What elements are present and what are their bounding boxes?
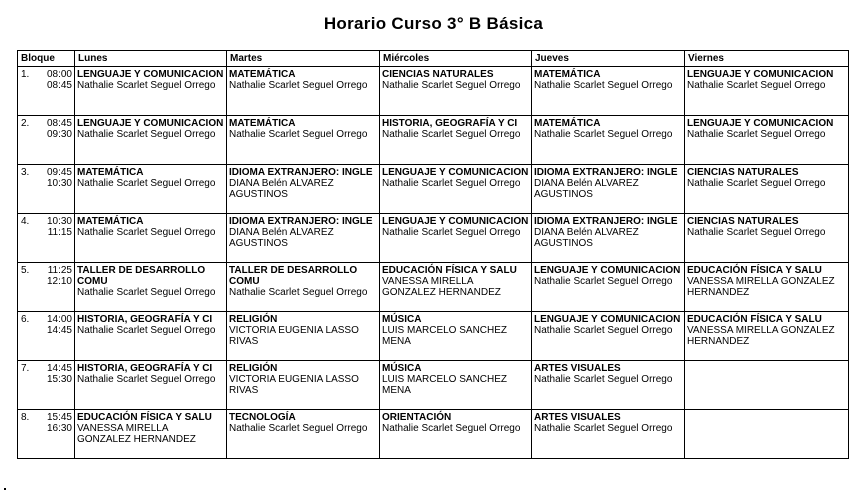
subject-name: IDIOMA EXTRANJERO: INGLE	[534, 167, 678, 178]
subject-name: HISTORIA, GEOGRAFÍA Y CI	[77, 363, 213, 374]
schedule-cell	[380, 312, 532, 361]
table-row	[18, 116, 849, 165]
table-row	[18, 165, 849, 214]
end-time: 12:10	[46, 276, 72, 287]
block-cell	[18, 312, 75, 361]
teacher-name: Nathalie Scarlet Seguel Orrego	[687, 227, 826, 238]
end-time: 16:30	[46, 423, 72, 434]
subject-name: LENGUAJE Y COMUNICACION	[382, 167, 529, 178]
subject-name: IDIOMA EXTRANJERO: INGLE	[534, 216, 678, 227]
schedule-cell	[532, 263, 685, 312]
subject-name: MATEMÁTICA	[229, 118, 296, 129]
end-time: 15:30	[46, 374, 72, 385]
subject-name: MATEMÁTICA	[77, 216, 144, 227]
table-row	[18, 361, 849, 410]
schedule-cell	[75, 410, 227, 459]
block-number: 6.	[21, 314, 30, 325]
teacher-name: Nathalie Scarlet Seguel Orrego	[77, 80, 216, 91]
block-cell	[18, 116, 75, 165]
subject-name: TECNOLOGÍA	[229, 412, 296, 423]
teacher-name: Nathalie Scarlet Seguel Orrego	[382, 80, 521, 91]
subject-name: EDUCACIÓN FÍSICA Y SALU	[687, 265, 822, 276]
block-times	[47, 265, 72, 287]
end-time: 08:45	[46, 80, 72, 91]
block-times	[47, 412, 72, 434]
subject-name: MÚSICA	[382, 363, 422, 374]
teacher-name: VANESSA MIRELLA GONZALEZ HERNANDEZ	[77, 423, 196, 445]
block-number: 7.	[21, 363, 30, 374]
schedule-cell	[532, 116, 685, 165]
teacher-name: Nathalie Scarlet Seguel Orrego	[534, 276, 673, 287]
block-number: 8.	[21, 412, 30, 423]
start-time: 10:30	[46, 216, 72, 227]
schedule-cell	[380, 361, 532, 410]
schedule-cell	[75, 312, 227, 361]
subject-name: HISTORIA, GEOGRAFÍA Y CI	[77, 314, 213, 325]
subject-name: LENGUAJE Y COMUNICACION	[382, 216, 529, 227]
block-cell	[18, 214, 75, 263]
subject-name: MATEMÁTICA	[229, 69, 296, 80]
schedule-cell	[532, 410, 685, 459]
teacher-name: Nathalie Scarlet Seguel Orrego	[229, 287, 368, 298]
subject-name: LENGUAJE Y COMUNICACION	[77, 69, 224, 80]
schedule-cell	[685, 165, 849, 214]
schedule-cell	[380, 410, 532, 459]
block-times	[47, 216, 72, 238]
column-header-2: Martes	[227, 51, 380, 67]
teacher-name: Nathalie Scarlet Seguel Orrego	[77, 374, 216, 385]
block-number: 2.	[21, 118, 30, 129]
schedule-cell	[227, 116, 380, 165]
start-time: 08:45	[46, 118, 72, 129]
teacher-name: DIANA Belén ALVAREZ AGUSTINOS	[229, 178, 334, 200]
teacher-name: Nathalie Scarlet Seguel Orrego	[77, 325, 216, 336]
column-header-3: Miércoles	[380, 51, 532, 67]
subject-name: LENGUAJE Y COMUNICACION	[687, 118, 834, 129]
teacher-name: VICTORIA EUGENIA LASSO RIVAS	[229, 374, 359, 396]
schedule-cell	[227, 361, 380, 410]
teacher-name: Nathalie Scarlet Seguel Orrego	[382, 423, 521, 434]
teacher-name: VANESSA MIRELLA GONZALEZ HERNANDEZ	[687, 325, 835, 347]
subject-name: RELIGIÓN	[229, 363, 278, 374]
header-row	[18, 51, 849, 67]
teacher-name: VANESSA MIRELLA GONZALEZ HERNANDEZ	[687, 276, 835, 298]
schedule-cell	[380, 263, 532, 312]
schedule-cell	[685, 116, 849, 165]
subject-name: TALLER DE DESARROLLO COMU	[229, 265, 358, 287]
start-time: 08:00	[46, 69, 72, 80]
teacher-name: DIANA Belén ALVAREZ AGUSTINOS	[534, 227, 639, 249]
subject-name: LENGUAJE Y COMUNICACION	[534, 314, 681, 325]
teacher-name: Nathalie Scarlet Seguel Orrego	[534, 80, 673, 91]
block-number: 1.	[21, 69, 30, 80]
start-time: 14:00	[46, 314, 72, 325]
block-times	[47, 69, 72, 91]
end-time: 09:30	[46, 129, 72, 140]
schedule-cell	[685, 361, 849, 410]
subject-name: EDUCACIÓN FÍSICA Y SALU	[77, 412, 212, 423]
teacher-name: Nathalie Scarlet Seguel Orrego	[687, 80, 826, 91]
subject-name: MATEMÁTICA	[77, 167, 144, 178]
schedule-cell	[227, 312, 380, 361]
teacher-name: Nathalie Scarlet Seguel Orrego	[382, 178, 521, 189]
schedule-cell	[685, 214, 849, 263]
schedule-cell	[685, 67, 849, 116]
column-header-0: Bloque	[18, 51, 75, 67]
column-header-1: Lunes	[75, 51, 227, 67]
schedule-cell	[75, 116, 227, 165]
block-times	[47, 118, 72, 140]
schedule-cell	[75, 165, 227, 214]
schedule-cell	[75, 263, 227, 312]
teacher-name: DIANA Belén ALVAREZ AGUSTINOS	[534, 178, 639, 200]
teacher-name: VICTORIA EUGENIA LASSO RIVAS	[229, 325, 359, 347]
block-times	[47, 314, 72, 336]
subject-name: LENGUAJE Y COMUNICACION	[77, 118, 224, 129]
schedule-cell	[532, 361, 685, 410]
column-header-5: Viernes	[685, 51, 849, 67]
teacher-name: Nathalie Scarlet Seguel Orrego	[382, 227, 521, 238]
subject-name: ARTES VISUALES	[534, 363, 621, 374]
schedule-cell	[227, 67, 380, 116]
subject-name: IDIOMA EXTRANJERO: INGLE	[229, 216, 373, 227]
teacher-name: Nathalie Scarlet Seguel Orrego	[382, 129, 521, 140]
start-time: 15:45	[46, 412, 72, 423]
schedule-cell	[75, 361, 227, 410]
schedule-cell	[380, 214, 532, 263]
subject-name: RELIGIÓN	[229, 314, 278, 325]
table-row	[18, 410, 849, 459]
subject-name: IDIOMA EXTRANJERO: INGLE	[229, 167, 373, 178]
subject-name: TALLER DE DESARROLLO COMU	[77, 265, 206, 287]
table-row	[18, 67, 849, 116]
start-time: 14:45	[46, 363, 72, 374]
teacher-name: Nathalie Scarlet Seguel Orrego	[229, 423, 368, 434]
teacher-name: Nathalie Scarlet Seguel Orrego	[77, 129, 216, 140]
schedule-cell	[75, 67, 227, 116]
teacher-name: Nathalie Scarlet Seguel Orrego	[229, 80, 368, 91]
end-time: 14:45	[46, 325, 72, 336]
schedule-cell	[532, 312, 685, 361]
schedule-body	[18, 67, 849, 459]
subject-name: MATEMÁTICA	[534, 118, 601, 129]
schedule-cell	[685, 312, 849, 361]
block-cell	[18, 361, 75, 410]
teacher-name: LUIS MARCELO SANCHEZ MENA	[382, 325, 508, 347]
subject-name: MÚSICA	[382, 314, 422, 325]
teacher-name: Nathalie Scarlet Seguel Orrego	[229, 129, 368, 140]
schedule-cell	[685, 263, 849, 312]
page-title: Horario Curso 3° B Básica	[323, 14, 544, 33]
subject-name: MATEMÁTICA	[534, 69, 601, 80]
schedule-cell	[532, 165, 685, 214]
subject-name: EDUCACIÓN FÍSICA Y SALU	[382, 265, 517, 276]
teacher-name: Nathalie Scarlet Seguel Orrego	[77, 227, 216, 238]
schedule-table	[17, 50, 849, 459]
subject-name: EDUCACIÓN FÍSICA Y SALU	[687, 314, 822, 325]
start-time: 11:25	[47, 265, 72, 276]
schedule-cell	[380, 165, 532, 214]
schedule-cell	[227, 165, 380, 214]
schedule-cell	[227, 263, 380, 312]
teacher-name: Nathalie Scarlet Seguel Orrego	[687, 178, 826, 189]
schedule-cell	[532, 67, 685, 116]
block-number: 4.	[21, 216, 30, 227]
subject-name: LENGUAJE Y COMUNICACION	[687, 69, 834, 80]
subject-name: CIENCIAS NATURALES	[687, 167, 799, 178]
block-times	[47, 167, 72, 189]
subject-name: LENGUAJE Y COMUNICACION	[534, 265, 681, 276]
block-number: 5.	[21, 265, 30, 276]
table-row	[18, 263, 849, 312]
teacher-name: LUIS MARCELO SANCHEZ MENA	[382, 374, 508, 396]
teacher-name: Nathalie Scarlet Seguel Orrego	[534, 423, 673, 434]
teacher-name: DIANA Belén ALVAREZ AGUSTINOS	[229, 227, 334, 249]
block-cell	[18, 67, 75, 116]
teacher-name: Nathalie Scarlet Seguel Orrego	[77, 178, 216, 189]
subject-name: CIENCIAS NATURALES	[687, 216, 799, 227]
subject-name: CIENCIAS NATURALES	[382, 69, 494, 80]
teacher-name: Nathalie Scarlet Seguel Orrego	[77, 287, 216, 298]
table-row	[18, 312, 849, 361]
subject-name: HISTORIA, GEOGRAFÍA Y CI	[382, 118, 518, 129]
start-time: 09:45	[46, 167, 72, 178]
table-row	[18, 214, 849, 263]
block-times	[47, 363, 72, 385]
teacher-name: VANESSA MIRELLA GONZALEZ HERNANDEZ	[382, 276, 501, 298]
teacher-name: Nathalie Scarlet Seguel Orrego	[534, 374, 673, 385]
column-header-4: Jueves	[532, 51, 685, 67]
schedule-cell	[685, 410, 849, 459]
end-time: 11:15	[47, 227, 72, 238]
schedule-cell	[380, 67, 532, 116]
schedule-cell	[227, 214, 380, 263]
teacher-name: Nathalie Scarlet Seguel Orrego	[534, 129, 673, 140]
block-cell	[18, 165, 75, 214]
end-time: 10:30	[46, 178, 72, 189]
teacher-name: Nathalie Scarlet Seguel Orrego	[687, 129, 826, 140]
block-cell	[18, 410, 75, 459]
schedule-cell	[380, 116, 532, 165]
block-cell	[18, 263, 75, 312]
schedule-cell	[75, 214, 227, 263]
schedule-cell	[532, 214, 685, 263]
stray-mark	[4, 488, 6, 490]
subject-name: ARTES VISUALES	[534, 412, 621, 423]
teacher-name: Nathalie Scarlet Seguel Orrego	[534, 325, 673, 336]
schedule-cell	[227, 410, 380, 459]
block-number: 3.	[21, 167, 30, 178]
subject-name: ORIENTACIÓN	[382, 412, 452, 423]
